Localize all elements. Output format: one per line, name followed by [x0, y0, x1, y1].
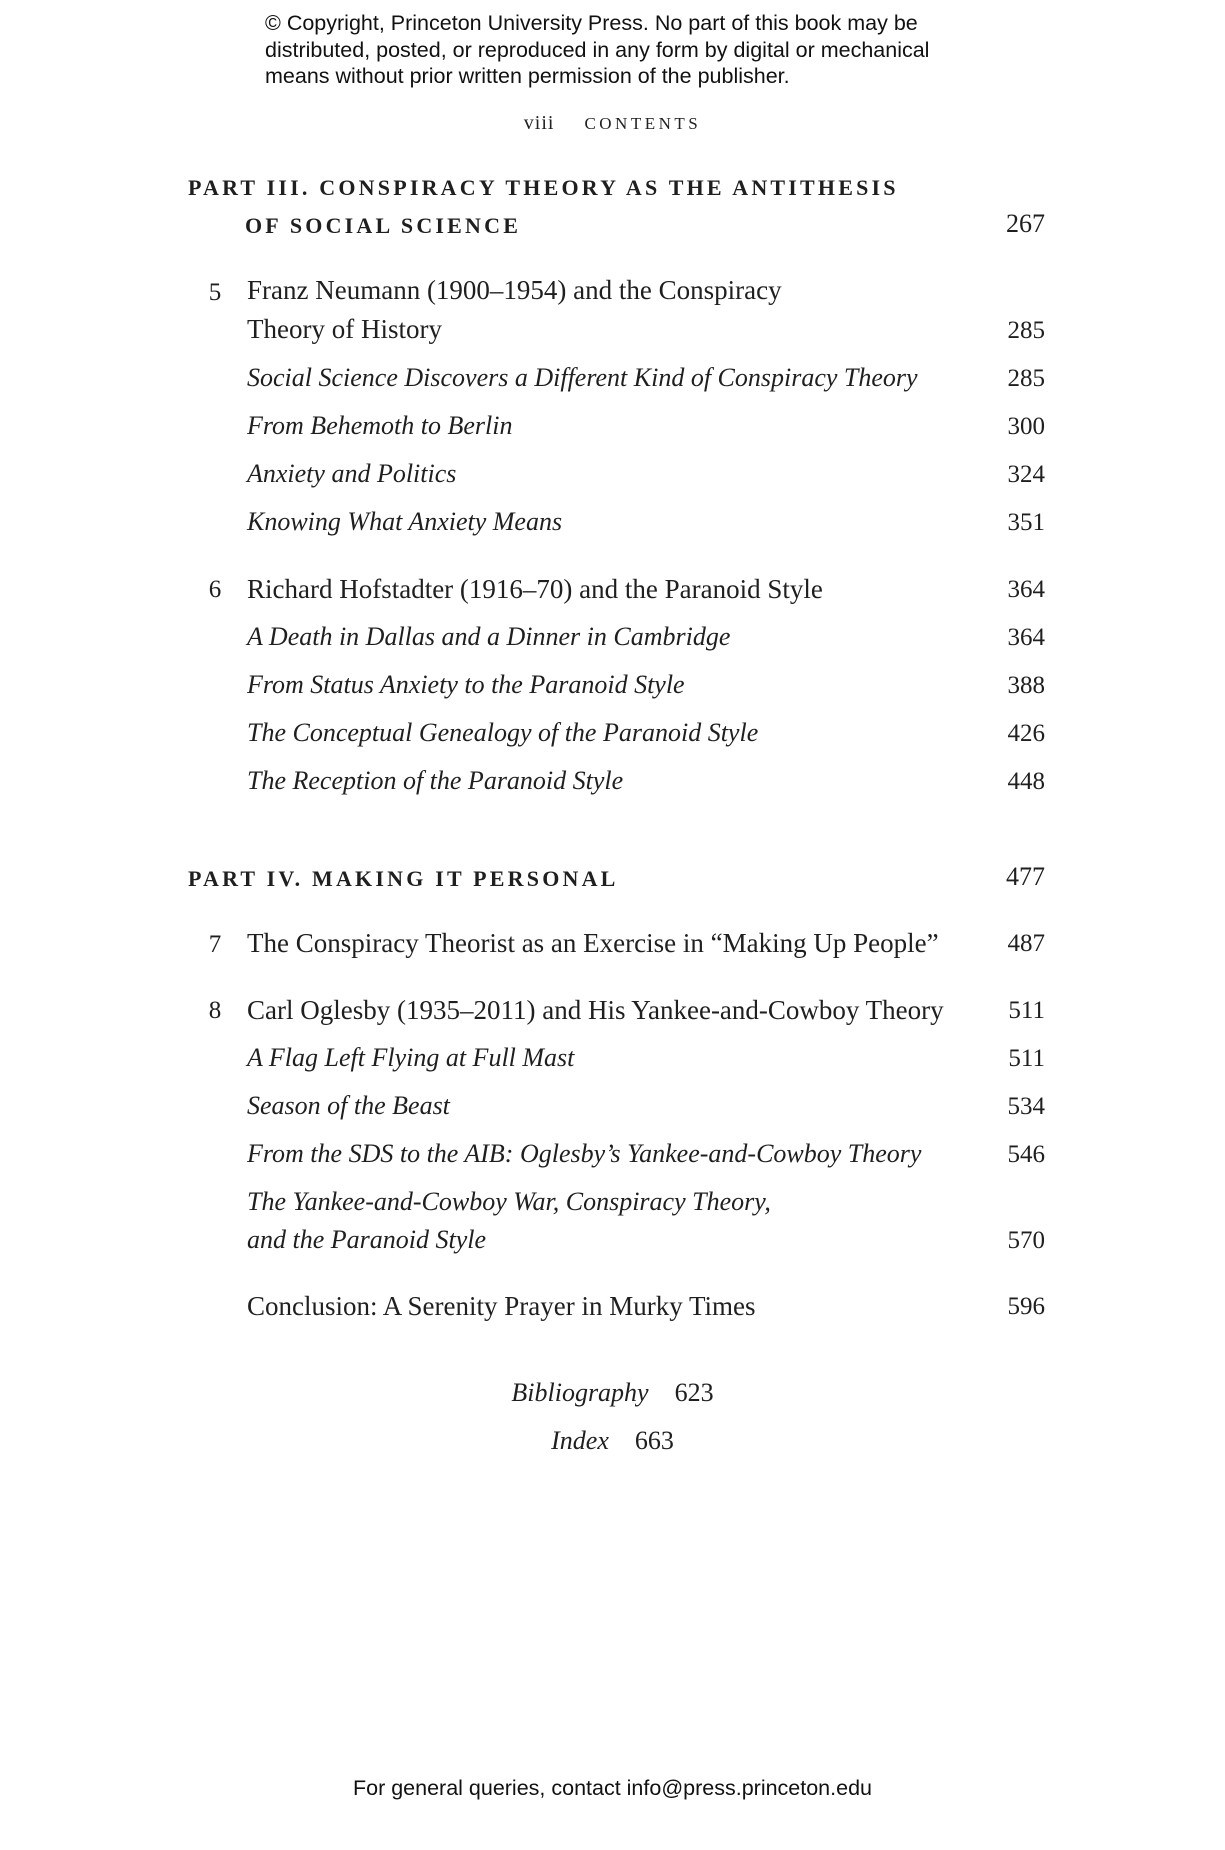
section-title: Season of the Beast — [247, 1091, 450, 1120]
section-entry-cont — [0, 1225, 1225, 1265]
section-entry — [0, 718, 1225, 758]
section-entry — [0, 766, 1225, 806]
part-3-page: 267 — [1006, 209, 1045, 238]
section-page: 546 — [1007, 1141, 1045, 1168]
conclusion-entry — [0, 1291, 1225, 1331]
bibliography-page: 623 — [674, 1378, 714, 1407]
section-entry — [0, 1187, 1225, 1227]
section-title: The Reception of the Paranoid Style — [247, 766, 624, 795]
part-3-heading-cont — [0, 209, 1225, 253]
chapter-7-title: The Conspiracy Theorist as an Exercise in “Making Up People” — [247, 928, 939, 958]
chapter-7-number: 7 — [208, 931, 222, 958]
copyright-notice — [265, 10, 1025, 90]
copyright-line-1: © Copyright, Princeton University Press. No part of this book may be — [265, 11, 918, 35]
chapter-6-entry — [0, 574, 1225, 614]
conclusion-title: Conclusion: A Serenity Prayer in Murky Times — [247, 1291, 756, 1321]
chapter-5-title-line-1: Franz Neumann (1900–1954) and the Conspiracy — [247, 275, 782, 305]
bibliography-label: Bibliography — [511, 1378, 649, 1407]
conclusion-page: 596 — [1007, 1293, 1045, 1320]
section-entry — [0, 1043, 1225, 1083]
section-title: Social Science Discovers a Different Kind of Conspiracy Theory — [247, 363, 918, 392]
chapter-6-title: Richard Hofstadter (1916–70) and the Paranoid Style — [247, 574, 823, 604]
chapter-8-number: 8 — [208, 997, 222, 1024]
chapter-6-number: 6 — [208, 576, 222, 603]
index-page: 663 — [634, 1426, 674, 1455]
section-title: From Status Anxiety to the Paranoid Style — [247, 670, 685, 699]
section-entry — [0, 670, 1225, 710]
section-entry — [0, 1091, 1225, 1131]
section-page: 388 — [1007, 672, 1045, 699]
section-title: Anxiety and Politics — [247, 459, 457, 488]
section-entry — [0, 411, 1225, 451]
section-page: 364 — [1007, 624, 1045, 651]
chapter-5-number: 5 — [208, 279, 222, 306]
section-page: 448 — [1007, 768, 1045, 795]
section-title: A Flag Left Flying at Full Mast — [247, 1043, 575, 1072]
section-title: From the SDS to the AIB: Oglesby’s Yankee-and-Cowboy Theory — [247, 1139, 922, 1168]
footer-contact: For general queries, contact info@press.princeton.edu — [352, 1776, 872, 1800]
section-page: 324 — [1007, 461, 1045, 488]
section-title-line-1: The Yankee-and-Cowboy War, Conspiracy Theory, — [247, 1187, 771, 1216]
part-4-heading — [0, 862, 1225, 906]
section-title: A Death in Dallas and a Dinner in Cambridge — [247, 622, 731, 651]
section-page: 534 — [1007, 1093, 1045, 1120]
chapter-7-entry — [0, 928, 1225, 968]
chapter-5-title-line-2: Theory of History — [247, 314, 442, 344]
chapter-7-page: 487 — [1007, 930, 1045, 957]
chapter-8-entry — [0, 995, 1225, 1035]
section-page: 351 — [1007, 509, 1045, 536]
section-entry — [0, 459, 1225, 499]
section-entry — [0, 363, 1225, 403]
section-page: 426 — [1007, 720, 1045, 747]
chapter-5-entry — [0, 275, 1225, 315]
running-head-title: CONTENTS — [584, 114, 702, 133]
section-title: From Behemoth to Berlin — [247, 411, 513, 440]
index-entry — [0, 1426, 1225, 1456]
section-page: 285 — [1007, 365, 1045, 392]
part-4-page: 477 — [1006, 862, 1045, 891]
section-title: Knowing What Anxiety Means — [247, 507, 563, 536]
bibliography-entry — [0, 1378, 1225, 1408]
page-folio: viii — [523, 112, 555, 134]
section-entry — [0, 507, 1225, 547]
chapter-6-page: 364 — [1007, 576, 1045, 603]
chapter-8-page: 511 — [1008, 997, 1045, 1024]
section-page: 570 — [1007, 1227, 1045, 1254]
section-page: 300 — [1007, 413, 1045, 440]
chapter-5-entry-cont — [0, 314, 1225, 354]
part-4-title: PART IV. MAKING IT PERSONAL — [188, 866, 619, 891]
running-head — [0, 112, 1225, 135]
section-entry — [0, 1139, 1225, 1179]
section-entry — [0, 622, 1225, 662]
section-title: The Conceptual Genealogy of the Paranoid Style — [247, 718, 759, 747]
section-page: 511 — [1008, 1045, 1045, 1072]
chapter-5-page: 285 — [1007, 317, 1045, 344]
index-label: Index — [551, 1426, 609, 1455]
chapter-8-title: Carl Oglesby (1935–2011) and His Yankee-and-Cowboy Theory — [247, 995, 944, 1025]
part-3-title-line-2: OF SOCIAL SCIENCE — [245, 213, 522, 238]
part-3-title-line-1: PART III. CONSPIRACY THEORY AS THE ANTITHESIS — [188, 175, 899, 200]
section-title-line-2: and the Paranoid Style — [247, 1225, 487, 1254]
copyright-line-2: distributed, posted, or reproduced in any form by digital or mechanical — [265, 37, 930, 62]
copyright-line-3: means without prior written permission of the publisher. — [265, 64, 790, 88]
